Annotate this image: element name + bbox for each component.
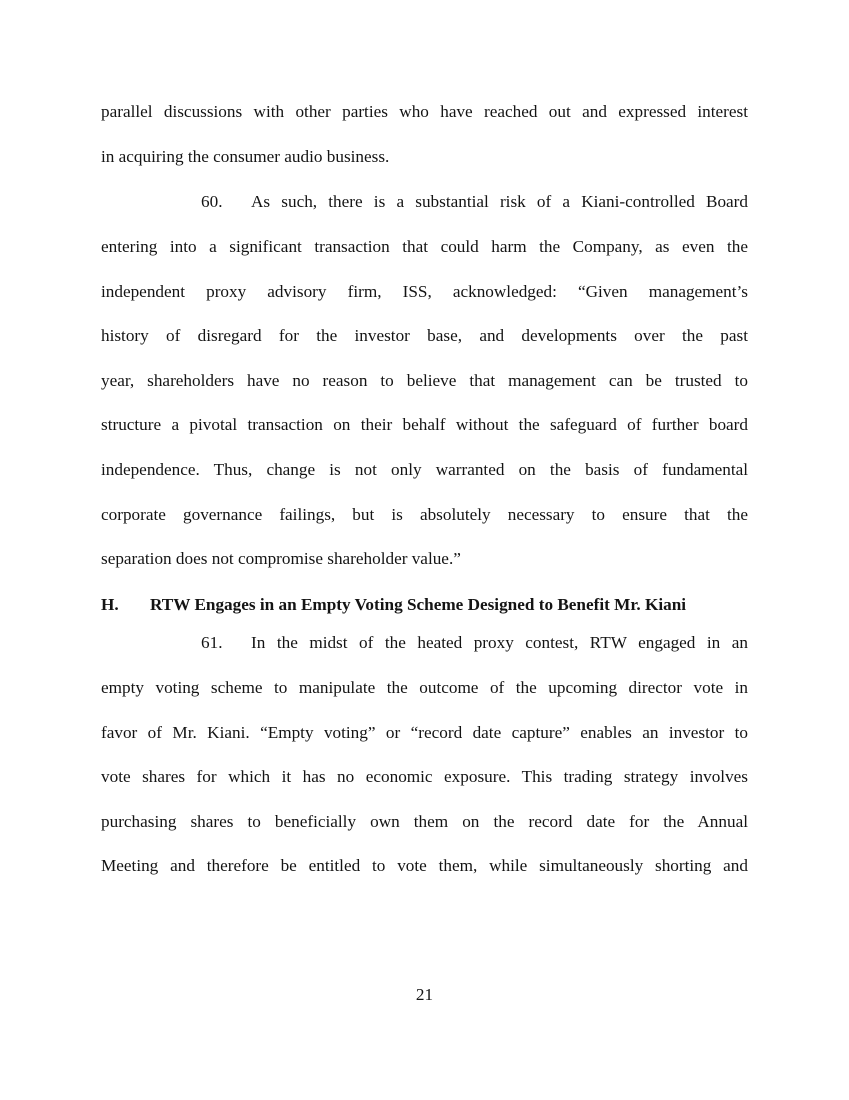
text-line: favor of Mr. Kiani. “Empty voting” or “record date capture” enables an investor to	[101, 723, 748, 742]
text-line: independence. Thus, change is not only warranted on the basis of fundamental	[101, 460, 748, 479]
text-line: independent proxy advisory firm, ISS, acknowledged: “Given management’s	[101, 282, 748, 301]
text-line: corporate governance failings, but is absolutely necessary to ensure that the	[101, 505, 748, 524]
text-line: empty voting scheme to manipulate the outcome of the upcoming director vote in	[101, 678, 748, 697]
paragraph-number: 60.	[201, 192, 223, 211]
paragraph-60-first-line	[101, 192, 748, 212]
text-line: vote shares for which it has no economic exposure. This trading strategy involves	[101, 767, 748, 786]
paragraph-61-first-line	[101, 633, 748, 653]
paragraph-text: In the midst of the heated proxy contest, RTW engaged in an	[251, 633, 748, 652]
paragraph-number: 61.	[201, 633, 223, 652]
text-line: in acquiring the consumer audio business.	[101, 147, 390, 166]
section-title: RTW Engages in an Empty Voting Scheme Designed to Benefit Mr. Kiani	[150, 595, 687, 614]
paragraph-text: As such, there is a substantial risk of a Kiani-controlled Board	[251, 192, 748, 211]
section-heading	[101, 595, 761, 615]
text-line: purchasing shares to beneficially own them on the record date for the Annual	[101, 812, 748, 831]
text-line: parallel discussions with other parties who have reached out and expressed interest	[101, 102, 748, 121]
text-line: separation does not compromise shareholder value.”	[101, 549, 461, 568]
text-line: entering into a significant transaction that could harm the Company, as even the	[101, 237, 748, 256]
text-line: history of disregard for the investor base, and developments over the past	[101, 326, 748, 345]
text-line: structure a pivotal transaction on their behalf without the safeguard of further board	[101, 415, 748, 434]
page-number: 21	[415, 985, 434, 1004]
section-letter: H.	[101, 595, 119, 614]
text-line: Meeting and therefore be entitled to vote them, while simultaneously shorting and	[101, 856, 748, 875]
text-line: year, shareholders have no reason to believe that management can be trusted to	[101, 371, 748, 390]
